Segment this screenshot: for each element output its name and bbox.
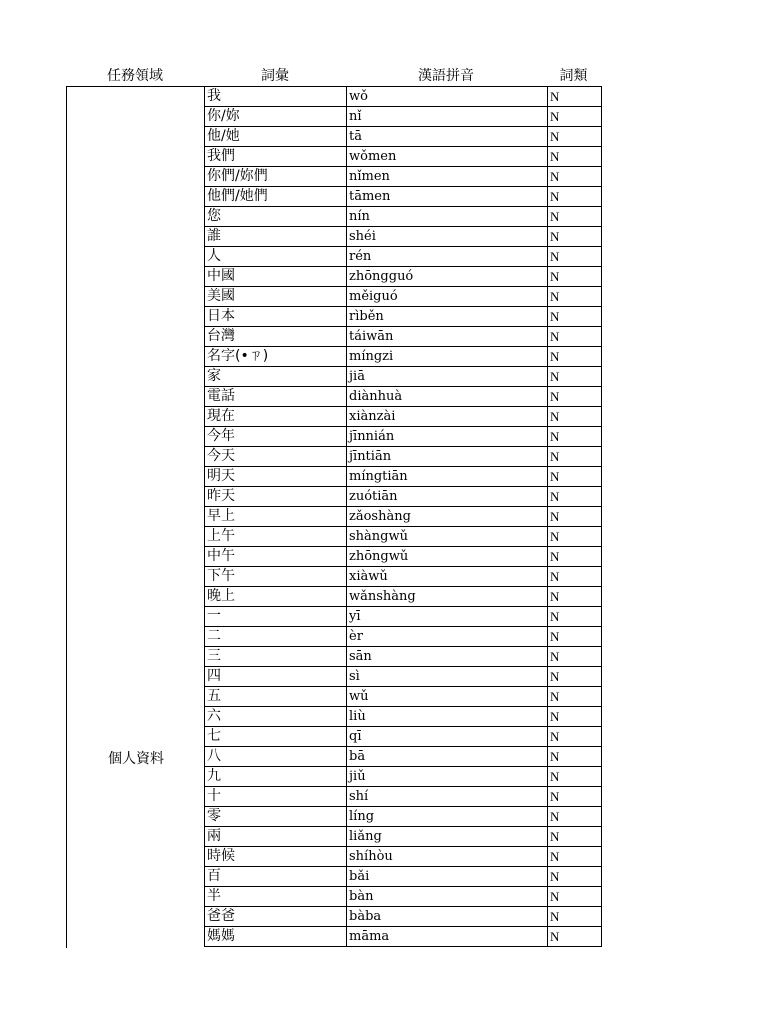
table-row xyxy=(205,347,602,367)
vocab-pinyin: tāmen xyxy=(347,187,548,207)
vocab-word: 名字(•ㄗ) xyxy=(205,347,347,367)
vocab-word: 三 xyxy=(205,647,347,667)
vocab-pinyin: rìběn xyxy=(347,307,548,327)
vocab-word: 美國 xyxy=(205,287,347,307)
vocab-word: 中國 xyxy=(205,267,347,287)
table-row xyxy=(205,507,602,527)
vocab-pos: N xyxy=(548,427,602,447)
vocab-pos: N xyxy=(548,347,602,367)
table-row xyxy=(205,87,602,107)
vocab-pinyin: èr xyxy=(347,627,548,647)
vocab-pos: N xyxy=(548,547,602,567)
vocab-pinyin: jīnnián xyxy=(347,427,548,447)
vocab-word: 誰 xyxy=(205,227,347,247)
vocab-pinyin: jiā xyxy=(347,367,548,387)
header-pinyin: 漢語拼音 xyxy=(418,68,474,84)
table-row xyxy=(205,447,602,467)
vocab-pos: N xyxy=(548,907,602,927)
vocab-pinyin: jīntiān xyxy=(347,447,548,467)
table-row xyxy=(205,267,602,287)
vocab-pos: N xyxy=(548,827,602,847)
vocab-pos: N xyxy=(548,407,602,427)
vocab-pinyin: zuótiān xyxy=(347,487,548,507)
vocab-word: 四 xyxy=(205,667,347,687)
vocab-word: 現在 xyxy=(205,407,347,427)
table-row xyxy=(205,627,602,647)
vocab-word: 七 xyxy=(205,727,347,747)
table-row xyxy=(205,307,602,327)
table-row xyxy=(205,227,602,247)
table-row xyxy=(205,587,602,607)
vocab-pos: N xyxy=(548,627,602,647)
vocab-pinyin: xiànzài xyxy=(347,407,548,427)
vocab-pinyin: měiguó xyxy=(347,287,548,307)
vocab-word: 電話 xyxy=(205,387,347,407)
vocab-pinyin: sān xyxy=(347,647,548,667)
vocab-pos: N xyxy=(548,647,602,667)
vocab-pos: N xyxy=(548,227,602,247)
vocab-pinyin: tā xyxy=(347,127,548,147)
vocab-pinyin: wǎnshàng xyxy=(347,587,548,607)
table-row xyxy=(205,807,602,827)
vocab-pinyin: zhōngwǔ xyxy=(347,547,548,567)
table-row xyxy=(205,727,602,747)
vocab-pinyin: nín xyxy=(347,207,548,227)
table-row xyxy=(205,607,602,627)
vocab-pinyin: liù xyxy=(347,707,548,727)
table-row xyxy=(205,827,602,847)
vocab-pinyin: sì xyxy=(347,667,548,687)
table-row xyxy=(205,867,602,887)
vocab-word: 上午 xyxy=(205,527,347,547)
vocab-pinyin: shí xyxy=(347,787,548,807)
vocab-pos: N xyxy=(548,887,602,907)
vocab-pinyin: bàba xyxy=(347,907,548,927)
vocab-pinyin: nǐ xyxy=(347,107,548,127)
vocab-pos: N xyxy=(548,807,602,827)
vocab-word: 半 xyxy=(205,887,347,907)
vocab-word: 十 xyxy=(205,787,347,807)
vocab-pos: N xyxy=(548,327,602,347)
vocab-pos: N xyxy=(548,587,602,607)
table-row xyxy=(205,107,602,127)
vocab-word: 六 xyxy=(205,707,347,727)
vocab-pinyin: míngzi xyxy=(347,347,548,367)
table-row xyxy=(205,127,602,147)
vocab-word: 二 xyxy=(205,627,347,647)
table-row xyxy=(205,207,602,227)
vocab-pos: N xyxy=(548,927,602,947)
vocab-word: 明天 xyxy=(205,467,347,487)
vocab-pinyin: liǎng xyxy=(347,827,548,847)
vocab-pos: N xyxy=(548,527,602,547)
vocab-pinyin: míngtiān xyxy=(347,467,548,487)
vocab-word: 中午 xyxy=(205,547,347,567)
vocab-pos: N xyxy=(548,667,602,687)
vocab-pinyin: wǒ xyxy=(347,87,548,107)
table-row xyxy=(205,527,602,547)
vocab-word: 八 xyxy=(205,747,347,767)
vocab-word: 爸爸 xyxy=(205,907,347,927)
table-row xyxy=(205,927,602,947)
table-row xyxy=(205,907,602,927)
table-row xyxy=(205,847,602,867)
vocab-word: 一 xyxy=(205,607,347,627)
vocab-pinyin: shíhòu xyxy=(347,847,548,867)
table-row xyxy=(205,407,602,427)
header-vocabulary: 詞彙 xyxy=(261,68,289,84)
vocab-pinyin: bā xyxy=(347,747,548,767)
table-row xyxy=(205,467,602,487)
vocab-pos: N xyxy=(548,487,602,507)
table-row xyxy=(205,747,602,767)
header-part-of-speech: 詞類 xyxy=(559,68,588,84)
table-row xyxy=(205,427,602,447)
table-row xyxy=(205,187,602,207)
vocab-pinyin: líng xyxy=(347,807,548,827)
vocab-pos: N xyxy=(548,147,602,167)
vocab-pos: N xyxy=(548,127,602,147)
vocab-pos: N xyxy=(548,287,602,307)
table-row xyxy=(205,767,602,787)
vocab-word: 台灣 xyxy=(205,327,347,347)
vocab-pos: N xyxy=(548,247,602,267)
vocab-word: 零 xyxy=(205,807,347,827)
vocab-pos: N xyxy=(548,607,602,627)
header-task-domain: 任務領域 xyxy=(107,68,163,84)
vocab-pos: N xyxy=(548,267,602,287)
vocab-word: 他們/她們 xyxy=(205,187,347,207)
vocab-word: 日本 xyxy=(205,307,347,327)
vocab-pos: N xyxy=(548,167,602,187)
vocab-pos: N xyxy=(548,207,602,227)
vocab-pos: N xyxy=(548,447,602,467)
vocab-word: 今天 xyxy=(205,447,347,467)
vocab-pos: N xyxy=(548,787,602,807)
vocab-word: 百 xyxy=(205,867,347,887)
vocab-pos: N xyxy=(548,467,602,487)
vocab-word: 我 xyxy=(205,87,347,107)
vocab-pinyin: nǐmen xyxy=(347,167,548,187)
task-domain-cell xyxy=(66,86,204,948)
table-row xyxy=(205,487,602,507)
table-row xyxy=(205,247,602,267)
vocab-word: 下午 xyxy=(205,567,347,587)
vocab-pinyin: diànhuà xyxy=(347,387,548,407)
vocab-pos: N xyxy=(548,867,602,887)
table-row xyxy=(205,287,602,307)
vocabulary-table xyxy=(204,86,602,947)
vocab-pos: N xyxy=(548,767,602,787)
vocab-word: 我們 xyxy=(205,147,347,167)
table-row xyxy=(205,787,602,807)
vocab-word: 五 xyxy=(205,687,347,707)
table-row xyxy=(205,167,602,187)
vocab-pos: N xyxy=(548,387,602,407)
vocab-pos: N xyxy=(548,747,602,767)
vocab-pos: N xyxy=(548,307,602,327)
vocab-pos: N xyxy=(548,507,602,527)
vocab-pinyin: bǎi xyxy=(347,867,548,887)
vocab-pinyin: zǎoshàng xyxy=(347,507,548,527)
vocab-pinyin: xiàwǔ xyxy=(347,567,548,587)
table-row xyxy=(205,567,602,587)
vocab-word: 他/她 xyxy=(205,127,347,147)
vocab-pinyin: táiwān xyxy=(347,327,548,347)
vocab-word: 昨天 xyxy=(205,487,347,507)
vocab-pos: N xyxy=(548,87,602,107)
vocab-pos: N xyxy=(548,687,602,707)
vocab-pinyin: shàngwǔ xyxy=(347,527,548,547)
vocab-word: 媽媽 xyxy=(205,927,347,947)
vocab-pos: N xyxy=(548,707,602,727)
vocab-word: 晚上 xyxy=(205,587,347,607)
vocab-pinyin: zhōngguó xyxy=(347,267,548,287)
vocab-pos: N xyxy=(548,727,602,747)
vocab-pinyin: wǒmen xyxy=(347,147,548,167)
vocab-pos: N xyxy=(548,107,602,127)
table-row xyxy=(205,667,602,687)
table-row xyxy=(205,887,602,907)
table-row xyxy=(205,707,602,727)
vocab-pinyin: jiǔ xyxy=(347,767,548,787)
vocab-word: 兩 xyxy=(205,827,347,847)
table-row xyxy=(205,647,602,667)
vocab-pinyin: yī xyxy=(347,607,548,627)
table-row xyxy=(205,687,602,707)
task-domain-label: 個人資料 xyxy=(108,751,164,767)
vocab-pos: N xyxy=(548,187,602,207)
vocab-word: 家 xyxy=(205,367,347,387)
table-row xyxy=(205,327,602,347)
table-row xyxy=(205,147,602,167)
vocab-pinyin: bàn xyxy=(347,887,548,907)
vocab-word: 你/妳 xyxy=(205,107,347,127)
vocab-pinyin: rén xyxy=(347,247,548,267)
vocab-word: 九 xyxy=(205,767,347,787)
table-row xyxy=(205,367,602,387)
vocab-pos: N xyxy=(548,567,602,587)
vocab-word: 早上 xyxy=(205,507,347,527)
vocab-word: 您 xyxy=(205,207,347,227)
vocab-pinyin: shéi xyxy=(347,227,548,247)
vocab-pos: N xyxy=(548,367,602,387)
vocab-word: 今年 xyxy=(205,427,347,447)
vocab-word: 人 xyxy=(205,247,347,267)
vocab-word: 時候 xyxy=(205,847,347,867)
vocab-pinyin: wǔ xyxy=(347,687,548,707)
table-row xyxy=(205,387,602,407)
vocab-pinyin: qī xyxy=(347,727,548,747)
table-row xyxy=(205,547,602,567)
vocab-word: 你們/妳們 xyxy=(205,167,347,187)
vocab-pinyin: māma xyxy=(347,927,548,947)
vocab-pos: N xyxy=(548,847,602,867)
